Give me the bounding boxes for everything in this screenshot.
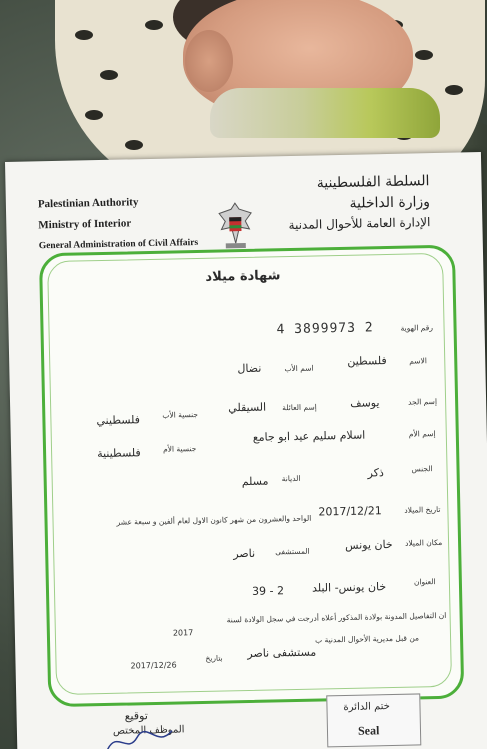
father-label: اسم الأب bbox=[284, 363, 314, 374]
mother-value: اسلام سليم عيد ابو جامع bbox=[252, 428, 366, 444]
certificate-title: شهادة ميلاد bbox=[205, 268, 281, 285]
seal-label-ar: ختم الدائرة bbox=[343, 701, 391, 714]
father-value: نضال bbox=[237, 361, 262, 376]
address-value: خان يونس- البلد bbox=[311, 580, 387, 595]
mother-nationality-label: جنسية الأم bbox=[162, 444, 197, 454]
signature-officer: الموظف المختص bbox=[112, 724, 185, 737]
mother-nationality-value: فلسطينية bbox=[96, 446, 141, 461]
gender-value: ذكر bbox=[367, 466, 384, 480]
pob-label: مكان الميلاد bbox=[404, 537, 443, 548]
hospital-value: ناصر bbox=[233, 546, 256, 561]
signature-label: توقيع bbox=[124, 709, 148, 723]
family-label: إسم العائلة bbox=[282, 402, 317, 413]
address-number: 39 - 2 bbox=[251, 584, 285, 598]
eagle-emblem-icon bbox=[211, 199, 260, 252]
father-nationality-value: فلسطيني bbox=[96, 413, 141, 428]
dob-words: الواحد والعشرون من شهر كانون الاول لعام ألفين و سبعة عشر bbox=[116, 513, 312, 527]
note-date: 2017/12/26 bbox=[130, 660, 177, 671]
grandfather-value: يوسف bbox=[349, 396, 380, 410]
mother-label: إسم الأم bbox=[408, 429, 436, 439]
seal-label-en: Seal bbox=[357, 723, 380, 738]
header-en-authority: Palestinian Authority bbox=[37, 196, 139, 211]
baby-ear bbox=[185, 30, 233, 92]
birth-certificate bbox=[5, 152, 487, 749]
gender-label: الجنس bbox=[411, 464, 433, 474]
header-ar-authority: السلطة الفلسطينية bbox=[316, 173, 430, 192]
family-value: السيقلي bbox=[228, 400, 267, 415]
header-en-ministry: Ministry of Interior bbox=[38, 217, 132, 232]
pob-value: خان يونس bbox=[344, 537, 393, 552]
name-label: الاسم bbox=[409, 356, 427, 366]
note-date-label: بتاريخ bbox=[205, 653, 223, 663]
dob-value: 2017/12/21 bbox=[318, 504, 382, 519]
note-place: مستشفى ناصر bbox=[247, 645, 317, 661]
header-ar-administration: الإدارة العامة للأحوال المدنية bbox=[288, 215, 431, 233]
dob-label: تاريخ الميلاد bbox=[404, 504, 441, 515]
header-en-administration: General Administration of Civil Affairs bbox=[38, 237, 199, 252]
signature-scribble bbox=[102, 718, 183, 749]
father-nationality-label: جنسية الأب bbox=[162, 410, 199, 420]
note-line2: من قبل مديرية الأحوال المدنية ب bbox=[314, 633, 420, 645]
header-ar-ministry: وزارة الداخلية bbox=[349, 194, 431, 212]
grandfather-label: إسم الجد bbox=[408, 397, 438, 407]
address-label: العنوان bbox=[413, 577, 436, 587]
id-number: 4 3899973 2 bbox=[276, 320, 374, 338]
hospital-label: المستشفى bbox=[275, 546, 310, 557]
religion-label: الديانة bbox=[281, 473, 301, 484]
id-label: رقم الهوية bbox=[400, 323, 434, 333]
baby-cloth bbox=[210, 88, 440, 138]
name-value: فلسطين bbox=[347, 354, 387, 368]
note-line1: ان التفاصيل المدونة بولادة المذكور أعلاه أدرجت في سجل الولادة لسنة bbox=[226, 610, 447, 625]
note-year: 2017 bbox=[172, 628, 194, 638]
religion-value: مسلم bbox=[241, 474, 269, 489]
seal-box bbox=[326, 693, 421, 747]
